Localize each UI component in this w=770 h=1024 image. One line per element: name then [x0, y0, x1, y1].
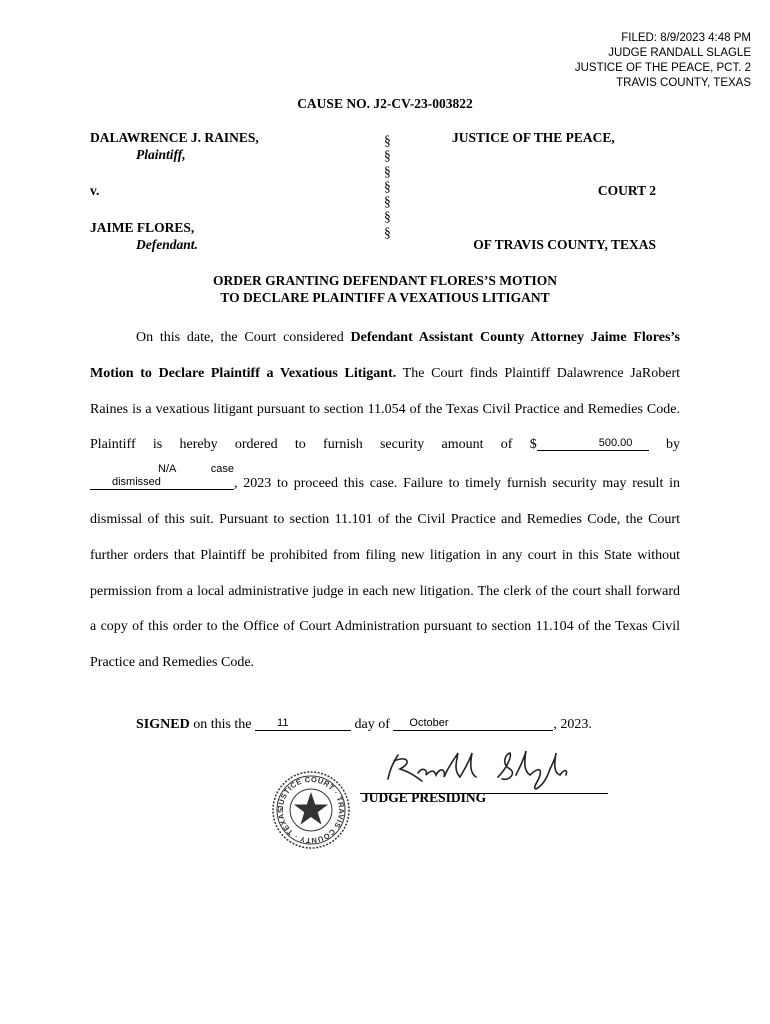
- by-word: by: [648, 437, 680, 453]
- versus: v.: [90, 183, 100, 198]
- order-title: [0, 272, 770, 306]
- filing-stamp-line-4: TRAVIS COUNTY, TEXAS: [616, 77, 751, 89]
- plaintiff-name: DALAWRENCE J. RAINES,: [90, 130, 259, 145]
- year-text: , 2023.: [553, 717, 592, 732]
- signed-month-field[interactable]: October: [393, 717, 553, 731]
- plaintiff-role: Plaintiff,: [136, 147, 186, 162]
- defendant-role: Defendant.: [136, 237, 198, 252]
- filing-stamp-line-1: FILED: 8/9/2023 4:48 PM: [621, 32, 751, 44]
- signed-day-field[interactable]: 11: [255, 717, 351, 731]
- day-of-text: day of: [351, 717, 394, 732]
- court-line-3: OF TRAVIS COUNTY, TEXAS: [473, 237, 656, 252]
- signed-label: SIGNED: [136, 717, 190, 732]
- court-seal-icon: [271, 770, 351, 850]
- order-title-line-2: TO DECLARE PLAINTIFF A VEXATIOUS LITIGANT: [220, 290, 550, 305]
- section-symbols: § § § § § § §: [384, 133, 391, 240]
- filing-stamp-line-3: JUSTICE OF THE PEACE, PCT. 2: [574, 62, 751, 74]
- order-title-line-1: ORDER GRANTING DEFENDANT FLORES’S MOTION: [212, 273, 558, 288]
- defendant-name: JAIME FLORES,: [90, 220, 195, 235]
- case-caption: [90, 130, 660, 260]
- findings-text: The Court finds Plaintiff Dalawrence JaRobert Raines is a vexatious litigant pursuant to section 11.054 of the Texas Civil Practice and Remedies Code. Plaintiff is hereby ordered to furnish security amount of $: [90, 365, 680, 453]
- signed-line: [136, 717, 592, 733]
- after-deadline-text: , 2023 to proceed this case. Failure to timely furnish security may result in dismissal of this suit. Pursuant to section 11.101 of the Civil Practice and Remedies Code, the Court further orders that Plaintiff be prohibited from filing new litigation in any court in this State without permission from a local administrative judge in each new litigation. The clerk of the court shall forward a copy of this order to the Office of Court Administration pursuant to section 11.104 of the Texas Civil Practice and Remedies Code.: [90, 476, 680, 671]
- intro-text: On this date, the Court considered: [136, 330, 351, 345]
- court-line-2: COURT 2: [597, 183, 656, 198]
- order-paragraph: [90, 320, 680, 681]
- svg-text:JUSTICE COURT · TRAVIS COUNTY: JUSTICE COURT · TRAVIS COUNTY · TEXAS: [275, 774, 347, 846]
- filing-stamp: [575, 31, 751, 91]
- deadline-field[interactable]: N/A case dismissed: [90, 463, 234, 490]
- judge-signature: [360, 747, 608, 794]
- cause-number: CAUSE NO. J2-CV-23-003822: [297, 96, 473, 111]
- filing-stamp-line-2: JUDGE RANDALL SLAGLE: [608, 47, 751, 59]
- court-line-1: JUSTICE OF THE PEACE,: [452, 130, 615, 145]
- judge-presiding-label: JUDGE PRESIDING: [362, 790, 487, 805]
- motion-name: Defendant Assistant County Attorney Jaime Flores’s Motion to Declare Plaintiff a Vexatious Litigant.: [90, 330, 680, 381]
- signature-scribble: [360, 747, 608, 793]
- order-body: [90, 320, 680, 681]
- security-amount-field[interactable]: 500.00: [537, 437, 649, 451]
- on-this-the-text: on this the: [189, 717, 256, 732]
